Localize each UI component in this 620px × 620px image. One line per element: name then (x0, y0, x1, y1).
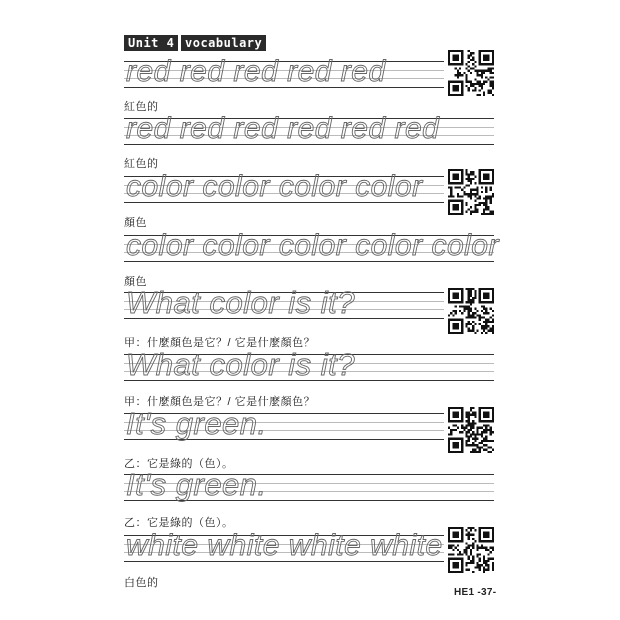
translation-text: 顏色 (124, 217, 147, 229)
tracing-row-8 (124, 467, 494, 502)
tracing-text: color color color color color (126, 229, 499, 262)
unit-badge: Unit 4 (124, 35, 178, 51)
tracing-row-7 (124, 406, 444, 441)
tracing-text: red red red red red red (126, 112, 440, 145)
translation-text: 白色的 (124, 577, 159, 589)
tracing-text: It's green. (126, 467, 267, 502)
tracing-text: It's green. (126, 406, 267, 441)
page-number: HE1 -37- (454, 587, 497, 598)
tracing-row-3 (124, 170, 444, 203)
tracing-text: red red red red red (126, 55, 386, 88)
translation-text: 紅色的 (124, 158, 159, 170)
translation-text: 顏色 (124, 276, 147, 288)
tracing-row-4 (124, 229, 499, 262)
qr-code-icon (448, 407, 494, 453)
translation-text: 紅色的 (124, 101, 159, 113)
tracing-row-1 (124, 55, 444, 88)
section-badge: vocabulary (181, 35, 266, 51)
tracing-row-9 (124, 529, 444, 562)
tracing-row-2 (124, 112, 494, 145)
translation-text: 甲：什麼顏色是它？/ 它是什麼顏色？ (124, 337, 316, 349)
tracing-text: white white white white (126, 529, 443, 562)
qr-code-icon (448, 169, 494, 215)
tracing-text: What color is it? (126, 347, 356, 382)
tracing-text: What color is it? (126, 285, 356, 320)
translation-text: 乙：它是綠的（色）。 (124, 458, 234, 470)
qr-code-icon (448, 288, 494, 334)
qr-code-icon (448, 50, 494, 96)
tracing-row-5 (124, 285, 444, 320)
qr-code-icon (448, 527, 494, 573)
tracing-row-6 (124, 347, 494, 382)
translation-text: 乙：它是綠的（色）。 (124, 517, 234, 529)
tracing-text: color color color color (126, 170, 423, 203)
translation-text: 甲：什麼顏色是它？/ 它是什麼顏色？ (124, 396, 316, 408)
